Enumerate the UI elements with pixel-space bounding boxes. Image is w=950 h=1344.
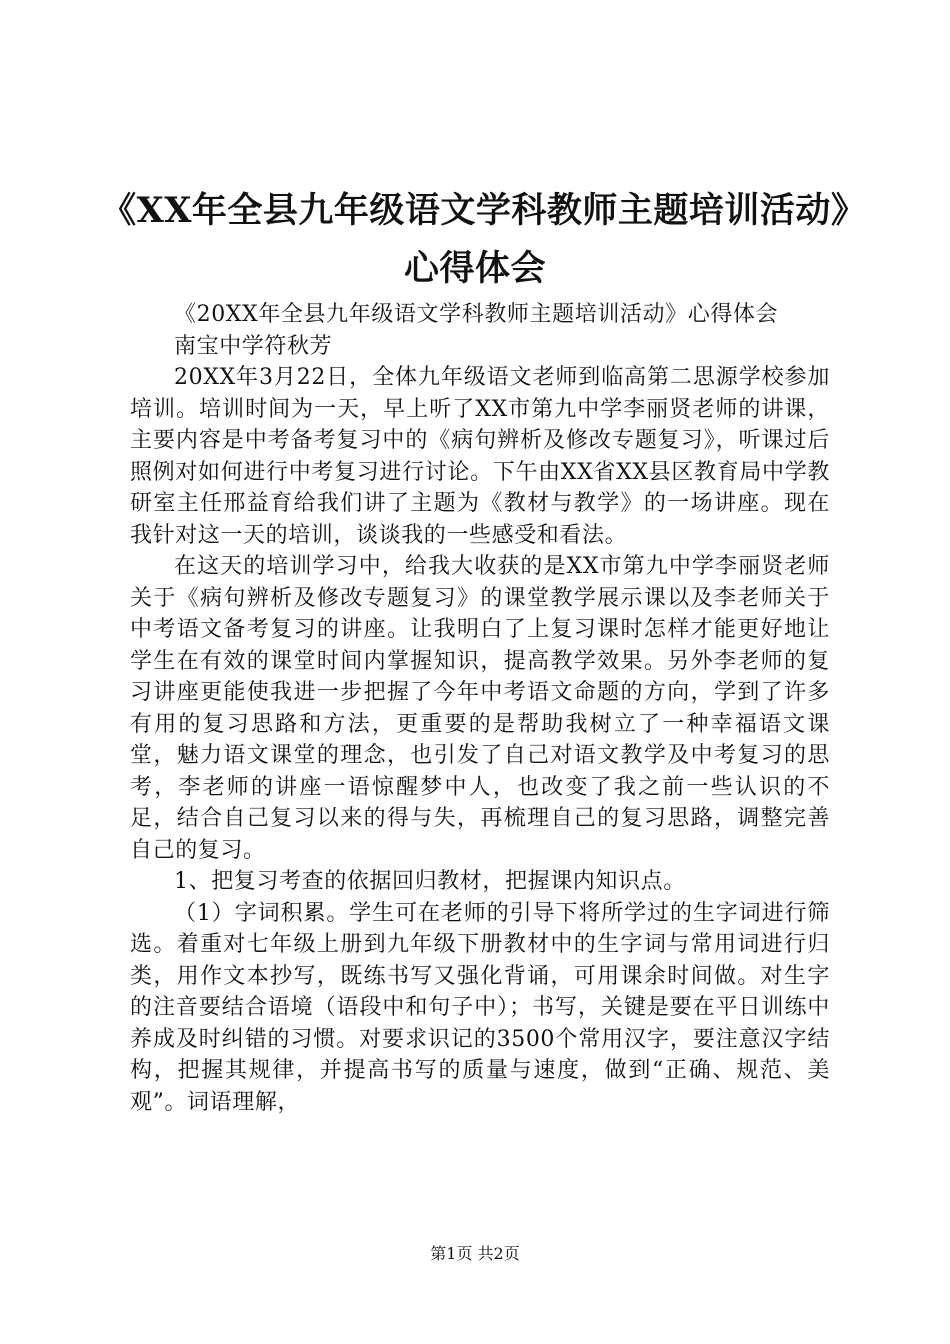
paragraph-word-accumulation: （1）字词积累。学生可在老师的引导下将所学过的生字词进行筛选。着重对七年级上册到九年级下册教材中的生字词与常用词进行归类，用作文本抄写，既练书写又强化背诵，可用课余时间做。对生字的注音要结合语境（语段中和句子中）；书写，关键是要在平日训练中养成及时纠错的习惯。对要求识记的3500个常用汉字，要注意汉字结构，把握其规律，并提高书写的质量与速度，做到“正确、规范、美观”。词语理解， <box>130 900 830 1115</box>
document-body <box>130 299 830 1118</box>
paragraph-intro: 20XX年3月22日，全体九年级语文老师到临高第二思源学校参加培训。培训时间为一天，早上听了XX市第九中学李丽贤老师的讲课，主要内容是中考备考复习中的《病句辨析及修改专题复习》，听课过后照例对如何进行中考复习进行讨论。下午由XX省XX县区教育局中学教研室主任邢益育给我们讲了主题为《教材与教学》的一场讲座。现在我针对这一天的培训，谈谈我的一些感受和看法。 <box>130 365 830 548</box>
paragraph-point-1: 1、把复习考查的依据回归教材，把握课内知识点。 <box>174 869 686 894</box>
document-title: 《XX年全县九年级语文学科教师主题培训活动》心得体会 <box>101 190 849 289</box>
page-footer: 第1页 共2页 <box>430 1244 520 1263</box>
paragraph-reflection: 在这天的培训学习中，给我大收获的是XX市第九中学李丽贤老师关于《病句辨析及修改专题复习》的课堂教学展示课以及李老师关于中考语文备考复习的讲座。让我明白了上复习课时怎样才能更好地让学生在有效的课堂时间内掌握知识，提高教学效果。另外李老师的复习讲座更能使我进一步把握了今年中考语文命题的方向，学到了许多有用的复习思路和方法，更重要的是帮助我树立了一种幸福语文课堂，魅力语文课堂的理念，也引发了自己对语文教学及中考复习的思考，李老师的讲座一语惊醒梦中人，也改变了我之前一些认识的不足，结合自己复习以来的得与失，再梳理自己的复习思路，调整完善自己的复习。 <box>130 554 830 863</box>
paragraph-title-repeat: 《20XX年全县九年级语文学科教师主题培训活动》心得体会 <box>174 302 779 327</box>
paragraph-author: 南宝中学符秋芳 <box>174 333 333 359</box>
